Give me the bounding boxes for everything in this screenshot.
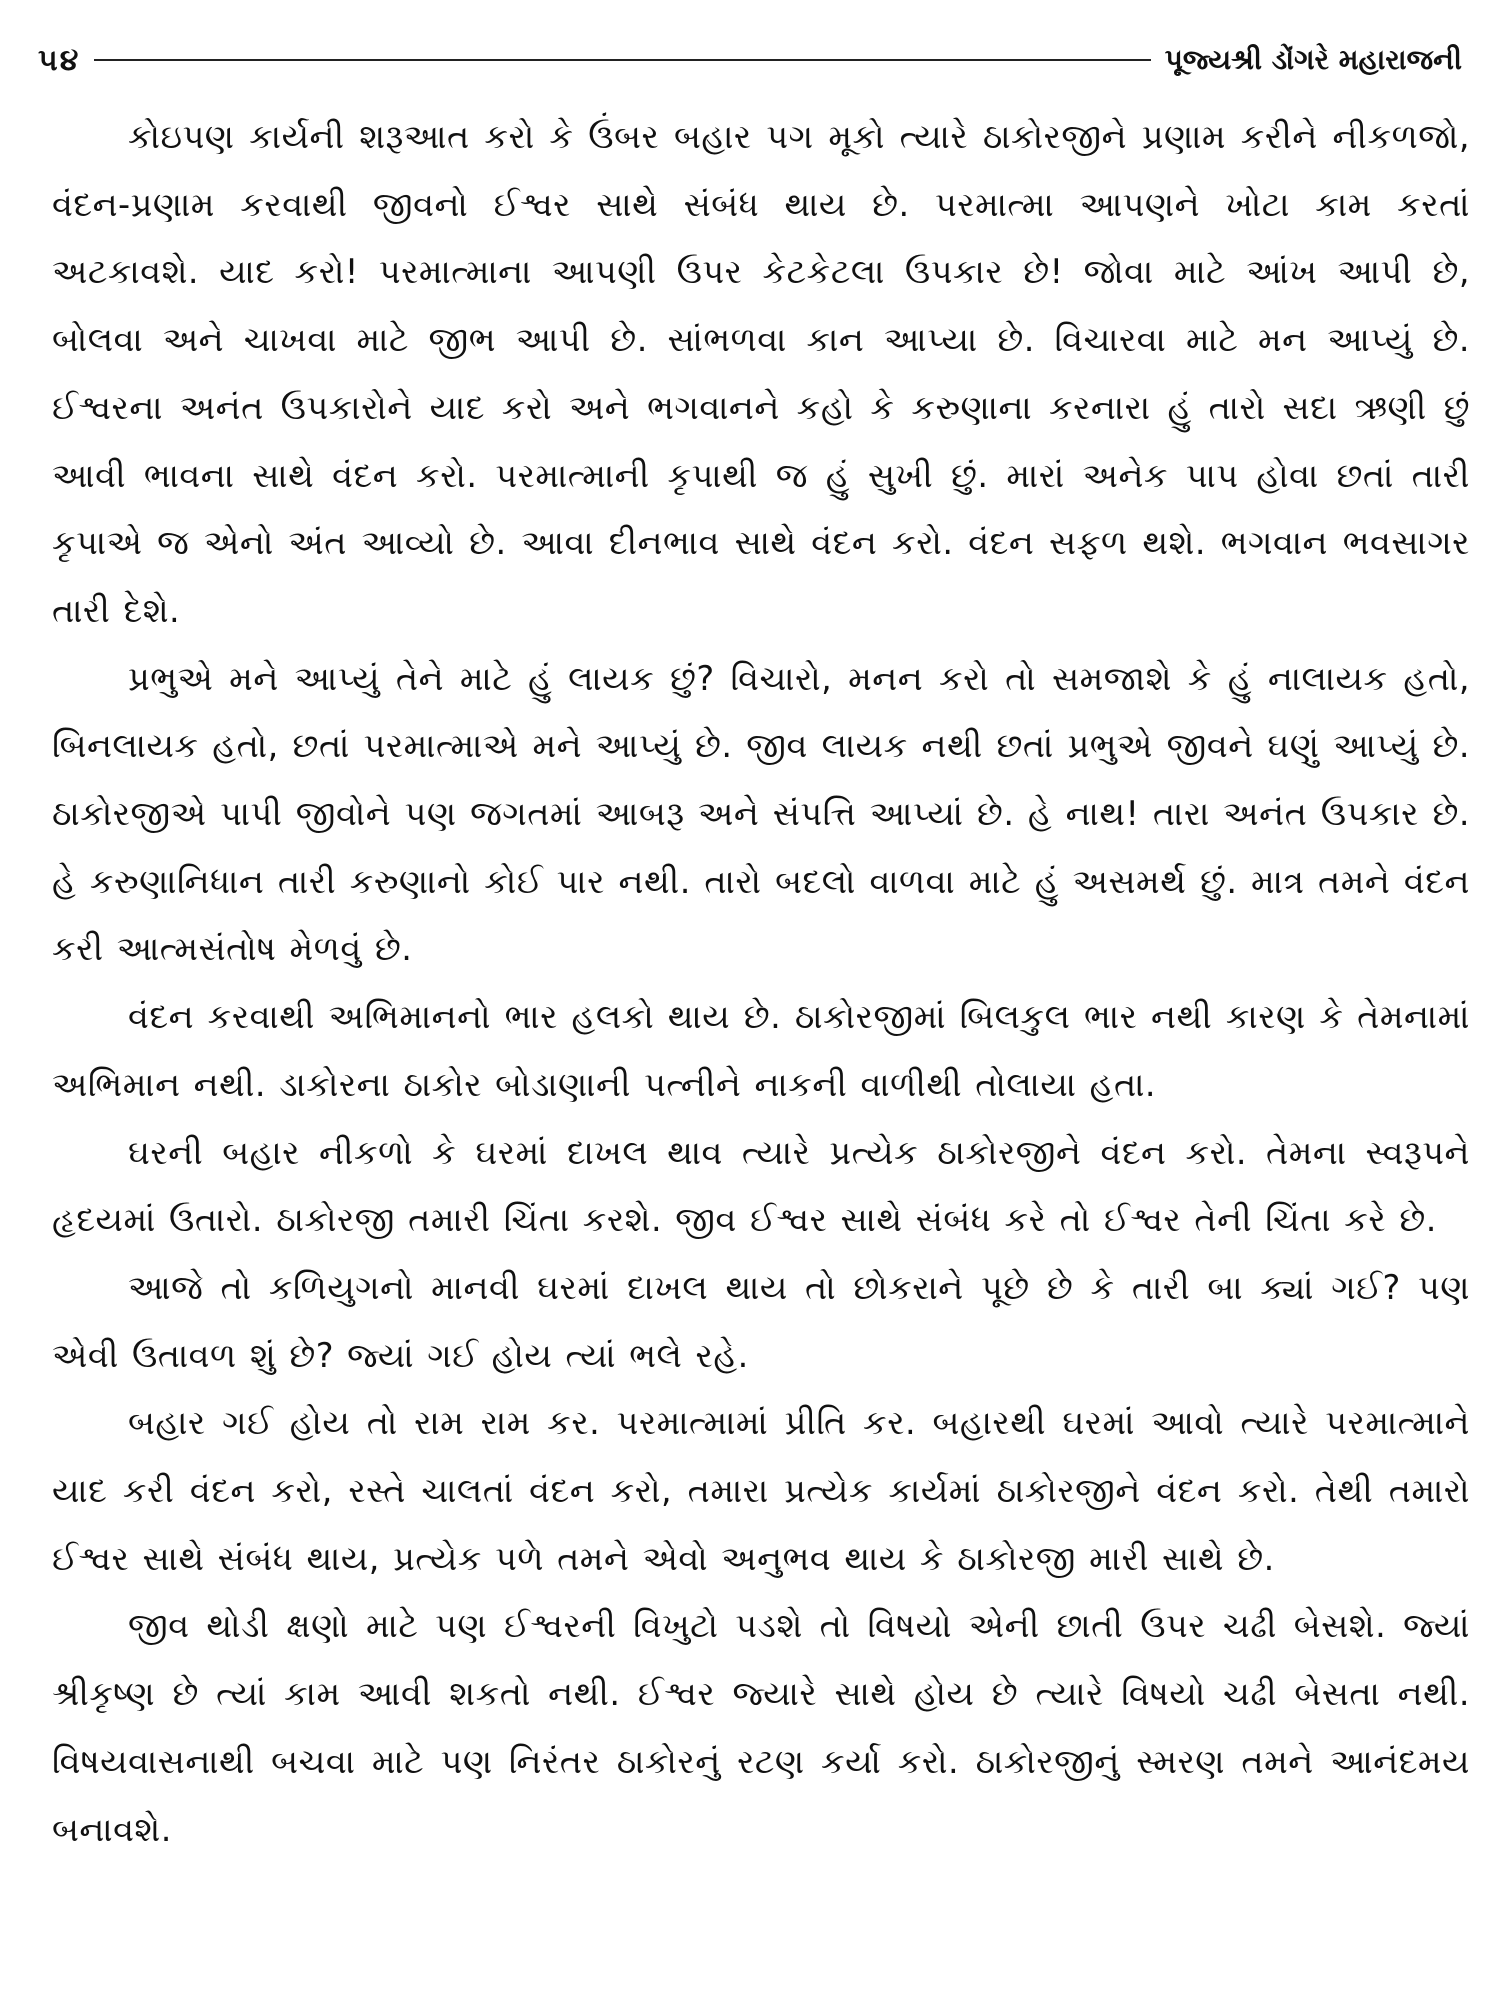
paragraph: પ્રભુએ મને આપ્યું તેને માટે હું લાયક છું? વિચારો, મનન કરો તો સમજાશે કે હું નાલાયક હતો, બિનલાયક હતો, છતાં પરમાત્માએ મને આપ્યું છે. જીવ લાયક નથી છતાં પ્રભુએ જીવને ઘણું આપ્યું છે. ઠાકોરજીએ પાપી જીવોને પણ જગતમાં આબરૂ અને સંપત્તિ આપ્યાં છે. હે નાથ! તારા અનંત ઉપકાર છે. હે કરુણાનિધાન તારી કરુણાનો કોઈ પાર નથી. તારો બદલો વાળવા માટે હું અસમર્થ છું. માત્ર તમને વંદન કરી આત્મસંતોષ મેળવું છે. [52, 658, 1470, 969]
page-number: ૫૪ [38, 42, 81, 78]
header-rule [94, 59, 1150, 61]
paragraph: કોઇપણ કાર્યની શરૂઆત કરો કે ઉંબર બહાર પગ મૂકો ત્યારે ઠાકોરજીને પ્રણામ કરીને નીકળજો, વંદન-પ્રણામ કરવાથી જીવનો ઈશ્વર સાથે સંબંધ થાય છે. પરમાત્મા આપણને ખોટા કામ કરતાં અટકાવશે. યાદ કરો! પરમાત્માના આપણી ઉપર કેટકેટલા ઉપકાર છે! જોવા માટે આંખ આપી છે, બોલવા અને ચાખવા માટે જીભ આપી છે. સાંભળવા કાન આપ્યા છે. વિચારવા માટે મન આપ્યું છે. ઈશ્વરના અનંત ઉપકારોને યાદ કરો અને ભગવાનને કહો કે કરુણાના કરનારા હું તારો સદા ઋણી છું આવી ભાવના સાથે વંદન કરો. પરમાત્માની કૃપાથી જ હું સુખી છું. મારાં અનેક પાપ હોવા છતાં તારી કૃપાએ જ એનો અંત આવ્યો છે. આવા દીનભાવ સાથે વંદન કરો. વંદન સફળ થશે. ભગવાન ભવસાગર તારી દેશે. [52, 117, 1470, 630]
paragraph: વંદન કરવાથી અભિમાનનો ભાર હલકો થાય છે. ઠાકોરજીમાં બિલકુલ ભાર નથી કારણ કે તેમનામાં અભિમાન નથી. ડાકોરના ઠાકોર બોડાણાની પત્નીને નાકની વાળીથી તોલાયા હતા. [52, 997, 1470, 1104]
paragraph: ઘરની બહાર નીકળો કે ઘરમાં દાખલ થાવ ત્યારે પ્રત્યેક ઠાકોરજીને વંદન કરો. તેમના સ્વરૂપને હૃદયમાં ઉતારો. ઠાકોરજી તમારી ચિંતા કરશે. જીવ ઈશ્વર સાથે સંબંધ કરે તો ઈશ્વર તેની ચિંતા કરે છે. [52, 1132, 1470, 1240]
paragraph: આજે તો કળિયુગનો માનવી ઘરમાં દાખલ થાય તો છોકરાને પૂછે છે કે તારી બા ક્યાં ગઈ? પણ એવી ઉતાવળ શું છે? જ્યાં ગઈ હોય ત્યાં ભલે રહે. [52, 1267, 1470, 1375]
page-header [38, 40, 1462, 80]
paragraph: જીવ થોડી ક્ષણો માટે પણ ઈશ્વરની વિખુટો પડશે તો વિષયો એની છાતી ઉપર ચઢી બેસશે. જ્યાં શ્રીકૃષ્ણ છે ત્યાં કામ આવી શકતો નથી. ઈશ્વર જ્યારે સાથે હોય છે ત્યારે વિષયો ચઢી બેસતા નથી. વિષયવાસનાથી બચવા માટે પણ નિરંતર ઠાકોરનું રટણ કર્યા કરો. ઠાકોરજીનું સ્મરણ તમને આનંદમય બનાવશે. [52, 1606, 1470, 1849]
body-text [52, 103, 1470, 1863]
paragraph: બહાર ગઈ હોય તો રામ રામ કર. પરમાત્મામાં પ્રીતિ કર. બહારથી ઘરમાં આવો ત્યારે પરમાત્માને યાદ કરી વંદન કરો, રસ્તે ચાલતાં વંદન કરો, તમારા પ્રત્યેક કાર્યમાં ઠાકોરજીને વંદન કરો. તેથી તમારો ઈશ્વર સાથે સંબંધ થાય, પ્રત્યેક પળે તમને એવો અનુભવ થાય કે ઠાકોરજી મારી સાથે છે. [52, 1403, 1470, 1578]
running-head: પૂજ્યશ્રી ડોંગરે મહારાજની [1164, 43, 1462, 76]
